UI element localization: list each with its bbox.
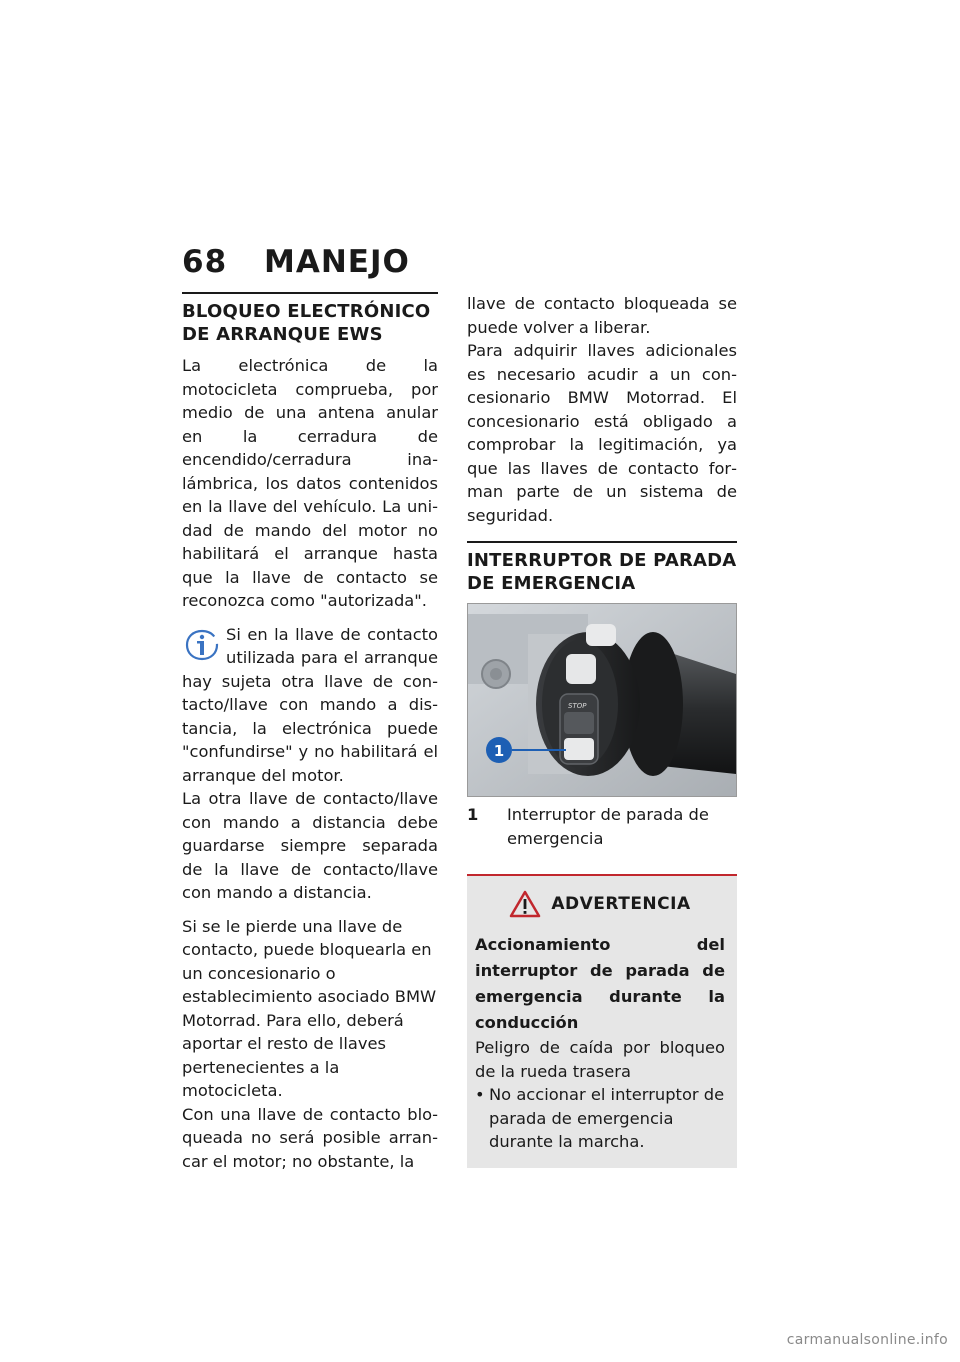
warning-label: ADVERTENCIA [551, 894, 691, 914]
note-text: Si en la llave de contacto utilizada para el arranque hay sujeta otra llave de contacto/llave con mando a distancia, la electrónica puede "confundirse" y no habilitará el arranque del motor. [182, 624, 438, 785]
left-column [182, 292, 438, 1183]
handlebar-switch-illustration [468, 604, 736, 796]
paragraph: Para adquirir llaves adicionales es necesario acudir a un concesionario BMW Motorrad. El concesionario está obligado a comprobar la legitimación, ya que las llaves de contacto forman parte de un sistema de seguridad. [467, 341, 737, 525]
page-number: 68 [182, 244, 228, 280]
figure-callout-1: 1 [493, 742, 505, 760]
paragraph: Con una llave de contacto bloqueada no será posible arrancar el motor; no obstante, la [182, 1104, 438, 1171]
paragraph: llave de contacto bloqueada se puede volver a liberar. [467, 294, 737, 337]
stop-label: STOP [568, 702, 587, 710]
section-rule [467, 541, 737, 543]
watermark: carmanualsonline.info [786, 1332, 948, 1348]
warning-bullet [475, 1083, 725, 1154]
chapter-title: MANEJO [264, 244, 410, 280]
bullet-text: No accionar el interruptor de parada de emergencia durante la marcha. [489, 1085, 725, 1151]
warning-header [475, 890, 725, 918]
paragraph: La otra llave de contacto/llave con mando a distancia debe guardarse siempre separada de la llave de contacto/llave con mando a distancia. [182, 789, 438, 902]
section-heading-emergency-stop: INTERRUPTOR DE PARADA DE EMERGENCIA [467, 550, 737, 594]
legend-number: 1 [467, 805, 479, 824]
bullet-dot: • [475, 1085, 485, 1104]
legend-text: Interruptor de parada de emergencia [507, 805, 709, 848]
paragraph: La electrónica de la motocicleta comprueba, por medio de una antena anular en la cerradura de encendido/cerradura inalámbrica, los datos contenidos en la llave del vehículo. La unidad de mando del motor no habilitará el arranque hasta que la llave de contacto se reconozca como "autorizada". [182, 356, 438, 610]
warning-box [467, 874, 737, 1168]
warning-triangle-icon [509, 890, 541, 918]
warning-text: Peligro de caída por bloqueo de la rueda trasera [475, 1038, 725, 1081]
figure-legend [467, 803, 737, 850]
right-column [467, 292, 737, 1168]
handlebar-switch-figure [467, 603, 737, 797]
section-rule [182, 292, 438, 294]
info-icon [182, 625, 222, 669]
paragraph: Si se le pierde una llave de contacto, puede bloquearla en un concesionario o establecimiento asociado BMW Motorrad. Para ello, deberá aportar el resto de llaves pertenecientes a la motocicleta. [182, 916, 437, 1100]
warning-title: Accionamiento del interruptor de parada de emergencia durante la conducción [475, 935, 725, 1032]
section-heading-ews: BLOQUEO ELECTRÓNICO DE ARRANQUE EWS [182, 301, 431, 345]
page-header [182, 244, 410, 280]
info-note [182, 623, 438, 788]
